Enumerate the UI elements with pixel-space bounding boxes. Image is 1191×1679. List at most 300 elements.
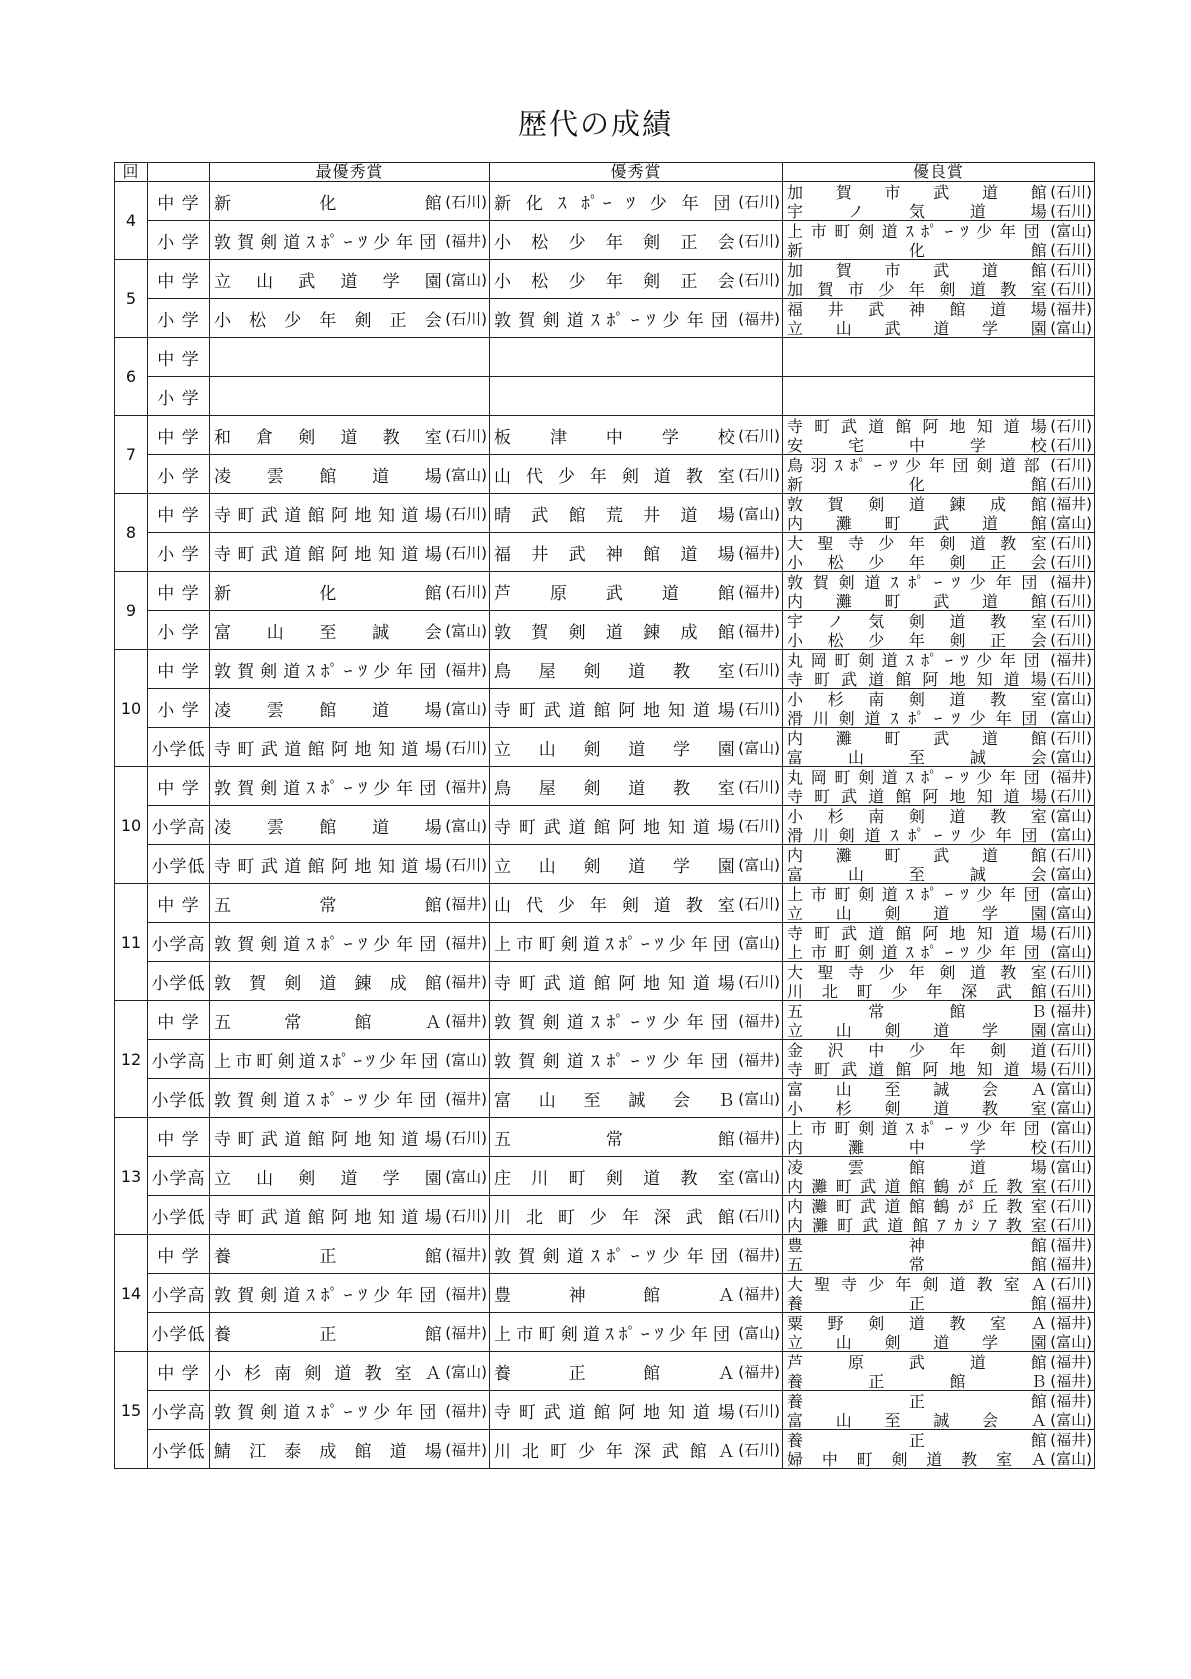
- prefecture-label: (石川): [1050, 1177, 1092, 1195]
- school-name: 小 松 少 年 剣 正 会: [494, 232, 736, 253]
- best-award-cell: [210, 728, 490, 767]
- prefecture-label: (石川): [738, 1206, 780, 1225]
- school-name: 立 山 武 道 学 園: [787, 319, 1048, 338]
- prefecture-label: (石川): [1050, 183, 1092, 201]
- prefecture-label: (福井): [738, 1362, 780, 1381]
- school-name: 立 山 剣 道 学 園: [494, 739, 736, 760]
- prefecture-label: (富山): [1050, 865, 1092, 883]
- best-award-cell: [210, 494, 490, 533]
- school-name: 上市町剣道ｽﾎﾟｰﾂ少年団: [787, 885, 1048, 904]
- good-award-cell: [783, 377, 1095, 416]
- school-entry: [783, 318, 1094, 337]
- school-name: 五 常 館: [787, 1255, 1048, 1274]
- school-name: 内灘町武道館鶴が丘教室: [787, 1197, 1048, 1216]
- prefecture-label: (富山): [445, 270, 487, 289]
- good-award-cell: [783, 260, 1095, 299]
- school-name: 宇 ノ 気 道 場: [787, 202, 1048, 221]
- division-label: 中 学: [148, 494, 210, 533]
- school-name: 粟 野 剣 道 教 室 Ａ: [787, 1314, 1048, 1333]
- prefecture-label: (富山): [1050, 1021, 1092, 1039]
- prefecture-label: (石川): [738, 192, 780, 211]
- prefecture-label: (福井): [445, 231, 487, 250]
- division-label: 小学高: [148, 1040, 210, 1079]
- table-row: [115, 1196, 1095, 1235]
- excellent-award-cell: [490, 650, 783, 689]
- excellent-award-cell: [490, 1001, 783, 1040]
- school-name: 丸岡町剣道ｽﾎﾟｰﾂ少年団: [787, 768, 1048, 787]
- school-entry: [210, 767, 489, 805]
- good-award-cell: [783, 299, 1095, 338]
- school-name: 内 灘 町 武 道 館: [787, 846, 1048, 865]
- school-entry: [783, 903, 1094, 922]
- prefecture-label: (富山): [1050, 1158, 1092, 1176]
- school-entry: [210, 962, 489, 1000]
- school-name: 川 北 町 少 年 深 武 館 Ａ: [494, 1441, 736, 1462]
- school-entry: [490, 1196, 782, 1234]
- prefecture-label: (石川): [738, 231, 780, 250]
- good-award-cell: [783, 611, 1095, 650]
- excellent-award-cell: [490, 767, 783, 806]
- school-entry: [210, 572, 489, 610]
- prefecture-label: (福井): [445, 777, 487, 796]
- school-entry: [210, 494, 489, 532]
- school-name: 新 化 館: [787, 241, 1048, 260]
- prefecture-label: (富山): [445, 1167, 487, 1186]
- best-award-cell: [210, 845, 490, 884]
- prefecture-label: (福井): [445, 1284, 487, 1303]
- table-row: [115, 572, 1095, 611]
- school-entry: [490, 182, 782, 220]
- good-award-cell: [783, 728, 1095, 767]
- school-name: 豊 神 館 Ａ: [494, 1285, 736, 1306]
- school-entry: [210, 1235, 489, 1273]
- table-row: [115, 806, 1095, 845]
- school-entry: [210, 1313, 489, 1351]
- school-entry: [783, 1020, 1094, 1039]
- prefecture-label: (石川): [1050, 963, 1092, 981]
- school-entry: [783, 1215, 1094, 1234]
- school-entry: [210, 611, 489, 649]
- good-award-cell: [783, 1001, 1095, 1040]
- prefecture-label: (石川): [1050, 729, 1092, 747]
- school-name: 富 山 至 誠 会: [214, 622, 443, 643]
- prefecture-label: (石川): [1050, 436, 1092, 454]
- school-entry: [783, 1137, 1094, 1156]
- school-entry: [490, 260, 782, 298]
- prefecture-label: (福井): [445, 894, 487, 913]
- prefecture-label: (石川): [1050, 456, 1092, 474]
- prefecture-label: (福井): [445, 1245, 487, 1264]
- table-row: [115, 494, 1095, 533]
- school-entry: [210, 845, 489, 883]
- table-header-row: [115, 163, 1095, 182]
- table-row: [115, 1235, 1095, 1274]
- prefecture-label: (石川): [1050, 1060, 1092, 1078]
- school-name: 敦賀剣道ｽﾎﾟｰﾂ少年団: [214, 1285, 443, 1306]
- school-entry: [490, 1352, 782, 1390]
- best-award-cell: [210, 962, 490, 1001]
- division-label: 中 学: [148, 1235, 210, 1274]
- table-row: [115, 611, 1095, 650]
- table-row: [115, 728, 1095, 767]
- prefecture-label: (富山): [1050, 319, 1092, 337]
- good-award-cell: [783, 884, 1095, 923]
- school-name: 凌 雲 館 道 場: [214, 817, 443, 838]
- good-award-cell: [783, 1040, 1095, 1079]
- prefecture-label: (石川): [1050, 846, 1092, 864]
- school-name: 小 杉 南 剣 道 教 室 Ａ: [214, 1363, 443, 1384]
- prefecture-label: (石川): [445, 1128, 487, 1147]
- best-award-cell: [210, 1391, 490, 1430]
- excellent-award-cell: [490, 299, 783, 338]
- school-entry: [783, 630, 1094, 649]
- prefecture-label: (福井): [445, 660, 487, 679]
- prefecture-label: (富山): [738, 1323, 780, 1342]
- good-award-cell: [783, 806, 1095, 845]
- school-name: 寺町武道館阿地知道場: [787, 787, 1048, 806]
- table-row: [115, 1313, 1095, 1352]
- table-row: [115, 884, 1095, 923]
- prefecture-label: (富山): [738, 1089, 780, 1108]
- school-name: 婦 中 町 剣 道 教 室 Ａ: [787, 1450, 1048, 1469]
- school-entry: [490, 1157, 782, 1195]
- prefecture-label: (福井): [1050, 300, 1092, 318]
- excellent-award-cell: [490, 1313, 783, 1352]
- school-name: 芦 原 武 道 館: [494, 583, 736, 604]
- prefecture-label: (富山): [1050, 1333, 1092, 1351]
- school-name: 敦賀剣道ｽﾎﾟｰﾂ少年団: [494, 1246, 736, 1267]
- school-entry: [210, 884, 489, 922]
- school-name: 板 津 中 学 校: [494, 427, 736, 448]
- table-row: [115, 533, 1095, 572]
- table-row: [115, 1079, 1095, 1118]
- good-award-cell: [783, 455, 1095, 494]
- school-name: 立 山 剣 道 学 園: [787, 1333, 1048, 1352]
- division-label: 小学高: [148, 1157, 210, 1196]
- school-entry: [490, 1079, 782, 1117]
- school-name: 小 松 少 年 剣 正 会: [494, 271, 736, 292]
- excellent-award-cell: [490, 1430, 783, 1469]
- school-name: 内灘町武道館鶴が丘教室: [787, 1177, 1048, 1196]
- school-name: 小 松 少 年 剣 正 会: [214, 310, 443, 331]
- school-entry: [783, 708, 1094, 727]
- school-name: 小 松 少 年 剣 正 会: [787, 553, 1048, 572]
- prefecture-label: (福井): [1050, 1255, 1092, 1273]
- division-label: 中 学: [148, 650, 210, 689]
- school-name: 内 灘 町 武 道 館: [787, 729, 1048, 748]
- school-entry: [783, 240, 1094, 259]
- division-label: 小 学: [148, 533, 210, 572]
- prefecture-label: (富山): [1050, 826, 1092, 844]
- school-name: 川 北 町 少 年 深 武 館: [494, 1207, 736, 1228]
- prefecture-label: (福井): [1050, 1002, 1092, 1020]
- good-award-cell: [783, 494, 1095, 533]
- best-award-cell: [210, 1040, 490, 1079]
- good-award-cell: [783, 767, 1095, 806]
- prefecture-label: (福井): [1050, 495, 1092, 513]
- division-label: 小 学: [148, 689, 210, 728]
- school-name: 寺町武道館阿地知道場: [494, 973, 736, 994]
- school-entry: [783, 474, 1094, 493]
- division-label: 小 学: [148, 299, 210, 338]
- school-entry: [490, 923, 782, 961]
- table-row: [115, 845, 1095, 884]
- school-name: 凌 雲 館 道 場: [214, 466, 443, 487]
- excellent-award-cell: [490, 923, 783, 962]
- best-award-cell: [210, 455, 490, 494]
- prefecture-label: (富山): [1050, 904, 1092, 922]
- school-entry: [210, 260, 489, 298]
- division-label: 中 学: [148, 1118, 210, 1157]
- prefecture-label: (石川): [738, 1440, 780, 1459]
- excellent-award-cell: [490, 1352, 783, 1391]
- table-row: [115, 455, 1095, 494]
- school-entry: [490, 533, 782, 571]
- prefecture-label: (富山): [445, 1050, 487, 1069]
- school-entry: [490, 1430, 782, 1468]
- division-label: 小学低: [148, 1313, 210, 1352]
- school-name: 滑川剣道ｽﾎﾟｰﾂ少年団: [787, 826, 1048, 845]
- school-name: 福 井 武 神 館 道 場: [787, 300, 1048, 319]
- school-entry: [210, 689, 489, 727]
- school-entry: [490, 962, 782, 1000]
- good-award-cell: [783, 1313, 1095, 1352]
- school-entry: [210, 1118, 489, 1156]
- best-award-cell: [210, 260, 490, 299]
- school-entry: [490, 884, 782, 922]
- prefecture-label: (石川): [445, 426, 487, 445]
- school-entry: [783, 591, 1094, 610]
- best-award-cell: [210, 416, 490, 455]
- school-entry: [783, 669, 1094, 688]
- school-entry: [783, 942, 1094, 961]
- division-label: 中 学: [148, 338, 210, 377]
- best-award-cell: [210, 182, 490, 221]
- school-name: 敦賀剣道ｽﾎﾟｰﾂ少年団: [214, 934, 443, 955]
- school-entry: [783, 864, 1094, 883]
- good-award-cell: [783, 533, 1095, 572]
- prefecture-label: (富山): [1050, 690, 1092, 708]
- excellent-award-cell: [490, 572, 783, 611]
- school-entry: [490, 1118, 782, 1156]
- table-row: [115, 1430, 1095, 1469]
- good-award-cell: [783, 923, 1095, 962]
- prefecture-label: (富山): [1050, 943, 1092, 961]
- school-entry: [783, 201, 1094, 220]
- good-award-cell: [783, 572, 1095, 611]
- best-award-cell: [210, 1079, 490, 1118]
- division-label: 中 学: [148, 182, 210, 221]
- prefecture-label: (石川): [1050, 1197, 1092, 1215]
- school-name: 鳥 屋 剣 道 教 室: [494, 661, 736, 682]
- table-row: [115, 182, 1095, 221]
- school-name: 加 賀 市 武 道 館: [787, 183, 1048, 202]
- school-entry: [490, 494, 782, 532]
- school-name: 養 正 館: [787, 1392, 1048, 1411]
- prefecture-label: (福井): [1050, 1431, 1092, 1449]
- prefecture-label: (石川): [738, 699, 780, 718]
- school-entry: [783, 1449, 1094, 1468]
- school-name: 富 山 至 誠 会: [787, 748, 1048, 767]
- prefecture-label: (石川): [738, 660, 780, 679]
- school-name: 寺町武道館阿地知道場: [787, 670, 1048, 689]
- school-entry: [490, 728, 782, 766]
- school-entry: [783, 552, 1094, 571]
- school-name: 新 化 館: [214, 193, 443, 214]
- school-entry: [210, 299, 489, 337]
- school-name: 寺町武道館阿地知道場: [214, 544, 443, 565]
- school-name: 内 灘 町 武 道 館: [787, 592, 1048, 611]
- school-entry: [783, 1098, 1094, 1117]
- best-award-cell: [210, 377, 490, 416]
- school-name: 富 山 至 誠 会: [787, 865, 1048, 884]
- prefecture-label: (富山): [445, 621, 487, 640]
- excellent-award-cell: [490, 1118, 783, 1157]
- school-name: 小 松 少 年 剣 正 会: [787, 631, 1048, 650]
- table-row: [115, 923, 1095, 962]
- good-award-cell: [783, 182, 1095, 221]
- best-award-cell: [210, 650, 490, 689]
- prefecture-label: (石川): [445, 855, 487, 874]
- division-label: 小学低: [148, 1079, 210, 1118]
- round-number: 14: [115, 1235, 148, 1352]
- school-name: 養 正 館 Ｂ: [787, 1372, 1048, 1391]
- school-name: 晴 武 館 荒 井 道 場: [494, 505, 736, 526]
- table-row: [115, 1352, 1095, 1391]
- prefecture-label: (福井): [445, 1089, 487, 1108]
- division-label: 小学高: [148, 1274, 210, 1313]
- school-name: 凌 雲 館 道 場: [214, 700, 443, 721]
- excellent-award-cell: [490, 1196, 783, 1235]
- school-name: 丸岡町剣道ｽﾎﾟｰﾂ少年団: [787, 651, 1048, 670]
- school-name: 芦 原 武 道 館: [787, 1353, 1048, 1372]
- school-name: 小 杉 南 剣 道 教 室: [787, 690, 1048, 709]
- header-division: [148, 163, 210, 182]
- school-name: 敦賀剣道ｽﾎﾟｰﾂ少年団: [494, 1012, 736, 1033]
- school-name: 山 代 少 年 剣 道 教 室: [494, 466, 736, 487]
- prefecture-label: (福井): [1050, 1294, 1092, 1312]
- prefecture-label: (富山): [445, 1362, 487, 1381]
- prefecture-label: (福井): [738, 1245, 780, 1264]
- prefecture-label: (福井): [1050, 1392, 1092, 1410]
- prefecture-label: (福井): [738, 582, 780, 601]
- school-entry: [783, 1176, 1094, 1195]
- prefecture-label: (石川): [738, 270, 780, 289]
- division-label: 中 学: [148, 1352, 210, 1391]
- prefecture-label: (石川): [445, 582, 487, 601]
- results-body: [115, 182, 1095, 1469]
- school-entry: [783, 786, 1094, 805]
- school-name: 福 井 武 神 館 道 場: [494, 544, 736, 565]
- table-row: [115, 650, 1095, 689]
- good-award-cell: [783, 221, 1095, 260]
- excellent-award-cell: [490, 884, 783, 923]
- division-label: 中 学: [148, 884, 210, 923]
- school-name: 寺町武道館阿地知道場: [214, 1129, 443, 1150]
- prefecture-label: (福井): [445, 972, 487, 991]
- prefecture-label: (石川): [445, 1206, 487, 1225]
- prefecture-label: (福井): [1050, 1236, 1092, 1254]
- division-label: 小学低: [148, 962, 210, 1001]
- prefecture-label: (石川): [1050, 631, 1092, 649]
- excellent-award-cell: [490, 1157, 783, 1196]
- school-entry: [783, 747, 1094, 766]
- school-name: 新 化 館: [787, 475, 1048, 494]
- school-name: 新 化 館: [214, 583, 443, 604]
- good-award-cell: [783, 1118, 1095, 1157]
- prefecture-label: (石川): [738, 816, 780, 835]
- school-name: 寺町武道館阿地知道場: [214, 856, 443, 877]
- school-name: 五 常 館 Ｂ: [787, 1002, 1048, 1021]
- best-award-cell: [210, 923, 490, 962]
- school-name: 寺町武道館阿地知道場: [494, 700, 736, 721]
- school-name: 養 正 館: [787, 1294, 1048, 1313]
- prefecture-label: (石川): [1050, 280, 1092, 298]
- excellent-award-cell: [490, 377, 783, 416]
- school-entry: [210, 1079, 489, 1117]
- table-row: [115, 767, 1095, 806]
- header-round: 回: [115, 163, 148, 182]
- school-name: 敦賀剣道ｽﾎﾟｰﾂ少年団: [494, 310, 736, 331]
- school-name: 敦 賀 剣 道 錬 成 館: [214, 973, 443, 994]
- table-row: [115, 377, 1095, 416]
- school-name: 敦 賀 剣 道 錬 成 館: [787, 495, 1048, 514]
- good-award-cell: [783, 1352, 1095, 1391]
- excellent-award-cell: [490, 455, 783, 494]
- school-name: 上市町剣道ｽﾎﾟｰﾂ少年団: [214, 1051, 443, 1072]
- prefecture-label: (富山): [1050, 1080, 1092, 1098]
- school-entry: [210, 416, 489, 454]
- excellent-award-cell: [490, 533, 783, 572]
- prefecture-label: (富山): [1050, 222, 1092, 240]
- prefecture-label: (福井): [445, 1401, 487, 1420]
- prefecture-label: (福井): [1050, 768, 1092, 786]
- best-award-cell: [210, 806, 490, 845]
- prefecture-label: (石川): [738, 465, 780, 484]
- school-entry: [210, 923, 489, 961]
- excellent-award-cell: [490, 1391, 783, 1430]
- best-award-cell: [210, 611, 490, 650]
- prefecture-label: (石川): [1050, 1138, 1092, 1156]
- school-name: 敦賀剣道ｽﾎﾟｰﾂ少年団: [214, 1402, 443, 1423]
- good-award-cell: [783, 338, 1095, 377]
- school-entry: [490, 572, 782, 610]
- division-label: 小 学: [148, 611, 210, 650]
- prefecture-label: (富山): [445, 465, 487, 484]
- school-name: 富 山 至 誠 会 Ａ: [787, 1080, 1048, 1099]
- school-name: 立 山 剣 道 学 園: [214, 1168, 443, 1189]
- school-entry: [490, 455, 782, 493]
- prefecture-label: (福井): [445, 933, 487, 952]
- table-row: [115, 1001, 1095, 1040]
- prefecture-label: (石川): [1050, 1216, 1092, 1234]
- best-award-cell: [210, 1352, 490, 1391]
- school-entry: [490, 299, 782, 337]
- round-number: 15: [115, 1352, 148, 1469]
- school-entry: [210, 1274, 489, 1312]
- excellent-award-cell: [490, 806, 783, 845]
- good-award-cell: [783, 1235, 1095, 1274]
- school-name: 小 杉 南 剣 道 教 室: [787, 807, 1048, 826]
- prefecture-label: (福井): [1050, 1314, 1092, 1332]
- best-award-cell: [210, 1313, 490, 1352]
- division-label: 小学高: [148, 1391, 210, 1430]
- excellent-award-cell: [490, 416, 783, 455]
- prefecture-label: (富山): [1050, 1411, 1092, 1429]
- school-name: 養 正 館 Ａ: [494, 1363, 736, 1384]
- school-name: 寺町武道館阿地知道場: [494, 817, 736, 838]
- prefecture-label: (石川): [1050, 534, 1092, 552]
